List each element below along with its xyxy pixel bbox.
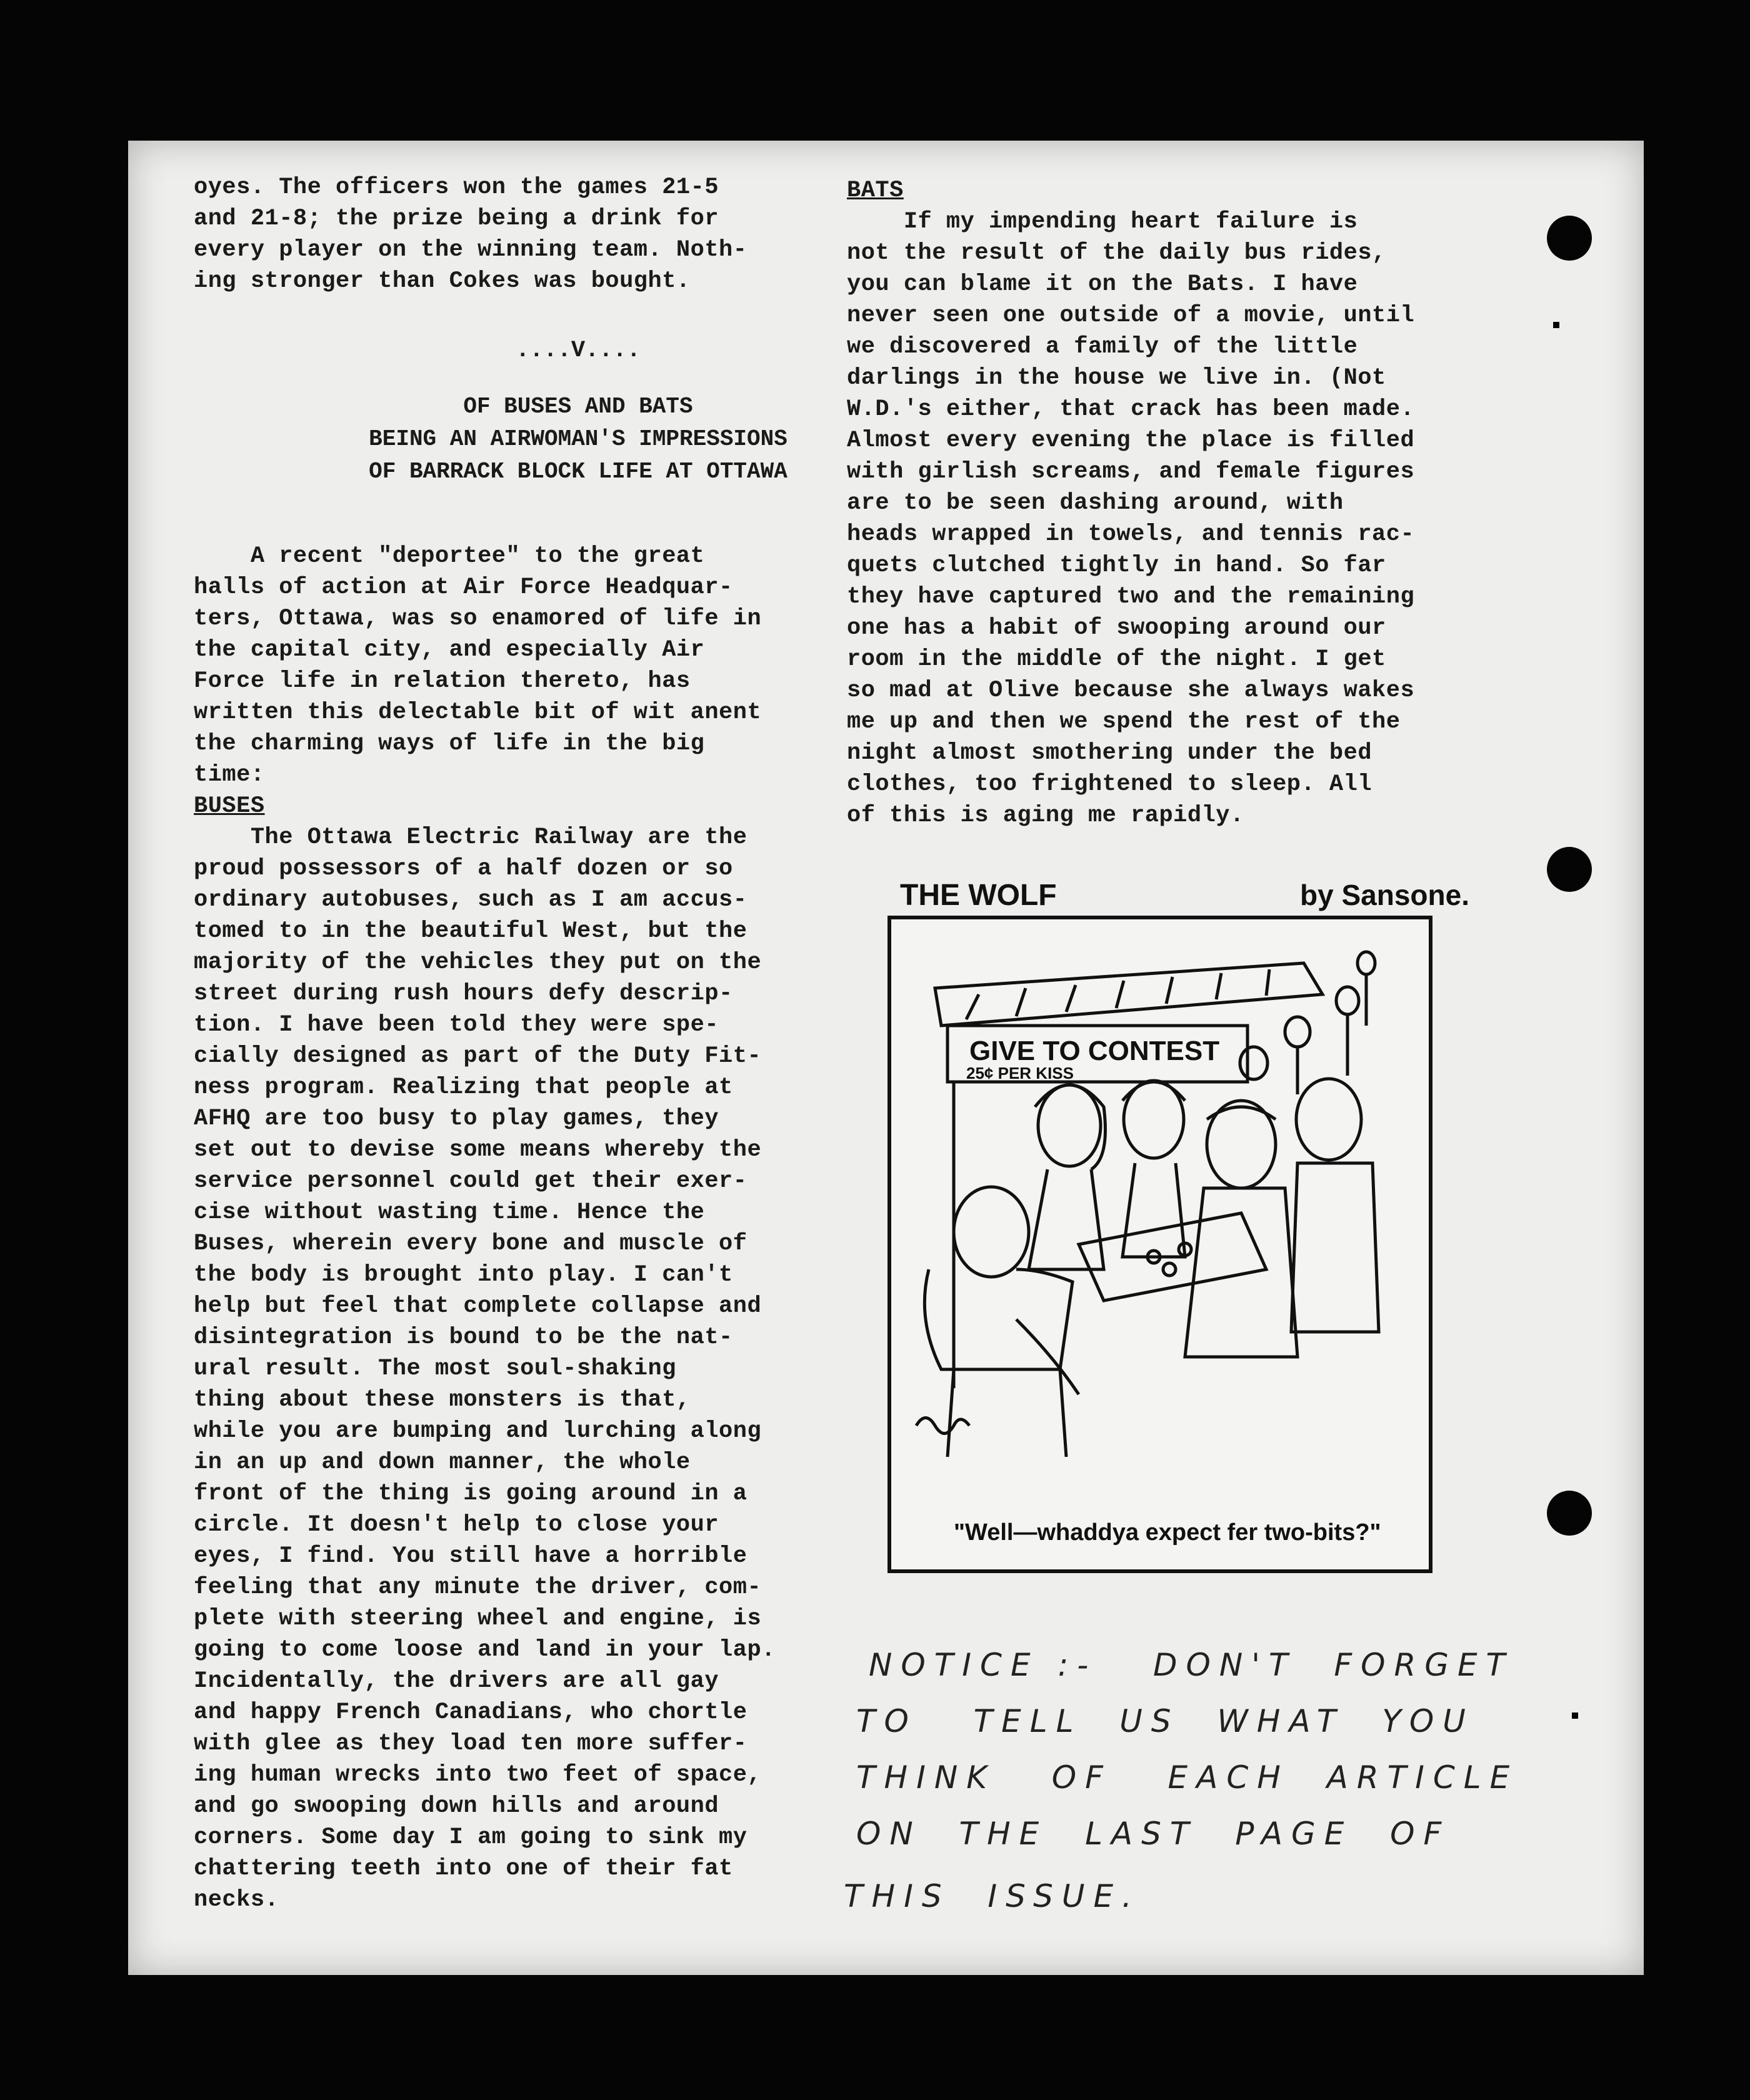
- text-line: are to be seen dashing around, with: [847, 490, 1344, 516]
- scan-mark: [1553, 322, 1559, 328]
- bats-heading: BATS: [847, 178, 904, 204]
- text-line: time:: [194, 762, 265, 788]
- text-line: ness program. Realizing that people at: [194, 1074, 733, 1101]
- text-line: plete with steering wheel and engine, is: [194, 1606, 762, 1632]
- buses-paragraph: [194, 822, 962, 1916]
- text-line: tomed to in the beautiful West, but the: [194, 918, 748, 944]
- text-line: quets clutched tightly in hand. So far: [847, 552, 1386, 579]
- text-line: the charming ways of life in the big: [194, 731, 705, 757]
- text-line: heads wrapped in towels, and tennis rac-: [847, 521, 1415, 548]
- text-line: halls of action at Air Force Headquar-: [194, 574, 733, 601]
- document-page: [128, 141, 1644, 1975]
- text-line: street during rush hours defy descrip-: [194, 981, 733, 1007]
- handwritten-notice-line: NOTICE :- DON'T FORGET: [869, 1647, 1514, 1683]
- text-line: ters, Ottawa, was so enamored of life in: [194, 606, 762, 632]
- text-line: feeling that any minute the driver, com-: [194, 1574, 762, 1601]
- cartoon-illustration: [891, 919, 1429, 1482]
- cartoon-byline: by Sansone.: [1300, 879, 1469, 911]
- cartoon-title: THE WOLF: [900, 879, 1057, 912]
- section-separator: ....V....: [516, 338, 641, 364]
- text-line: help but feel that complete collapse and: [194, 1293, 762, 1319]
- text-line: in an up and down manner, the whole: [194, 1449, 691, 1476]
- text-line: me up and then we spend the rest of the: [847, 709, 1401, 735]
- text-line: and go swooping down hills and around: [194, 1793, 719, 1819]
- text-line: circle. It doesn't help to close your: [194, 1512, 719, 1538]
- text-line: going to come loose and land in your lap.: [194, 1637, 776, 1663]
- text-line: with glee as they load ten more suffer-: [194, 1731, 748, 1757]
- text-line: AFHQ are too busy to play games, they: [194, 1106, 719, 1132]
- text-line: the body is brought into play. I can't: [194, 1262, 733, 1288]
- binder-hole-bottom: [1547, 1491, 1592, 1536]
- text-line: not the result of the daily bus rides,: [847, 240, 1386, 266]
- text-line: disintegration is bound to be the nat-: [194, 1324, 733, 1351]
- text-line: you can blame it on the Bats. I have: [847, 271, 1358, 298]
- text-line: every player on the winning team. Noth-: [194, 237, 748, 263]
- text-line: proud possessors of a half dozen or so: [194, 856, 733, 882]
- handwritten-notice-line: THIS ISSUE.: [844, 1878, 1141, 1914]
- text-line: one has a habit of swooping around our: [847, 615, 1386, 641]
- buses-heading: BUSES: [194, 793, 265, 819]
- handwritten-notice-line: ON THE LAST PAGE OF: [856, 1816, 1451, 1852]
- text-line: service personnel could get their exer-: [194, 1168, 748, 1194]
- text-line: room in the middle of the night. I get: [847, 646, 1386, 672]
- text-line: tion. I have been told they were spe-: [194, 1012, 719, 1038]
- title-line: OF BARRACK BLOCK LIFE AT OTTAWA: [369, 459, 788, 484]
- text-line: written this delectable bit of wit anent: [194, 699, 762, 726]
- text-line: necks.: [194, 1887, 279, 1913]
- text-line: Incidentally, the drivers are all gay: [194, 1668, 719, 1694]
- text-line: set out to devise some means whereby the: [194, 1137, 762, 1163]
- title-line: BEING AN AIRWOMAN'S IMPRESSIONS: [369, 426, 788, 452]
- cartoon-frame: [888, 916, 1432, 1573]
- text-line: clothes, too frightened to sleep. All: [847, 771, 1372, 798]
- text-line: while you are bumping and lurching along: [194, 1418, 762, 1444]
- text-line: thing about these monsters is that,: [194, 1387, 691, 1413]
- text-line: darlings in the house we live in. (Not: [847, 365, 1386, 391]
- text-line: Force life in relation thereto, has: [194, 668, 691, 694]
- text-line: majority of the vehicles they put on the: [194, 949, 762, 976]
- text-line: ordinary autobuses, such as I am accus-: [194, 887, 748, 913]
- text-line: Almost every evening the place is filled: [847, 428, 1415, 454]
- text-line: ing human wrecks into two feet of space,: [194, 1762, 762, 1788]
- text-line: oyes. The officers won the games 21-5: [194, 174, 719, 201]
- text-line: corners. Some day I am going to sink my: [194, 1824, 748, 1851]
- text-line: If my impending heart failure is: [847, 209, 1358, 235]
- binder-hole-middle: [1547, 847, 1592, 892]
- text-line: The Ottawa Electric Railway are the: [194, 824, 748, 851]
- text-line: ing stronger than Cokes was bought.: [194, 268, 691, 294]
- text-line: the capital city, and especially Air: [194, 637, 705, 663]
- text-line: so mad at Olive because she always wakes: [847, 678, 1415, 704]
- handwritten-notice-line: THINK OF EACH ARTICLE: [856, 1759, 1519, 1796]
- text-line: they have captured two and the remaining: [847, 584, 1415, 610]
- text-line: front of the thing is going around in a: [194, 1481, 748, 1507]
- text-line: Buses, wherein every bone and muscle of: [194, 1231, 748, 1257]
- text-line: and happy French Canadians, who chortle: [194, 1699, 748, 1726]
- text-line: cise without wasting time. Hence the: [194, 1199, 705, 1226]
- price-sign-text: 25¢ PER KISS: [966, 1064, 1074, 1082]
- handwritten-notice-line: TO TELL US WHAT YOU: [856, 1703, 1474, 1739]
- title-line: OF BUSES AND BATS: [463, 394, 693, 419]
- text-line: ural result. The most soul-shaking: [194, 1356, 676, 1382]
- text-line: and 21-8; the prize being a drink for: [194, 206, 719, 232]
- text-line: we discovered a family of the little: [847, 334, 1358, 360]
- booth-sign-text: GIVE TO CONTEST: [969, 1036, 1220, 1066]
- text-line: A recent "deportee" to the great: [194, 543, 705, 569]
- bats-section: [847, 175, 1597, 831]
- text-line: chattering teeth into one of their fat: [194, 1856, 733, 1882]
- text-line: cially designed as part of the Duty Fit-: [194, 1043, 762, 1069]
- text-line: W.D.'s either, that crack has been made.: [847, 396, 1415, 422]
- scan-mark: [1572, 1712, 1578, 1719]
- text-line: of this is aging me rapidly.: [847, 802, 1244, 829]
- cartoon-caption: "Well—whaddya expect fer two-bits?": [954, 1519, 1381, 1546]
- text-line: eyes, I find. You still have a horrible: [194, 1543, 748, 1569]
- text-line: never seen one outside of a movie, until: [847, 302, 1415, 329]
- text-line: with girlish screams, and female figures: [847, 459, 1415, 485]
- text-line: night almost smothering under the bed: [847, 740, 1372, 766]
